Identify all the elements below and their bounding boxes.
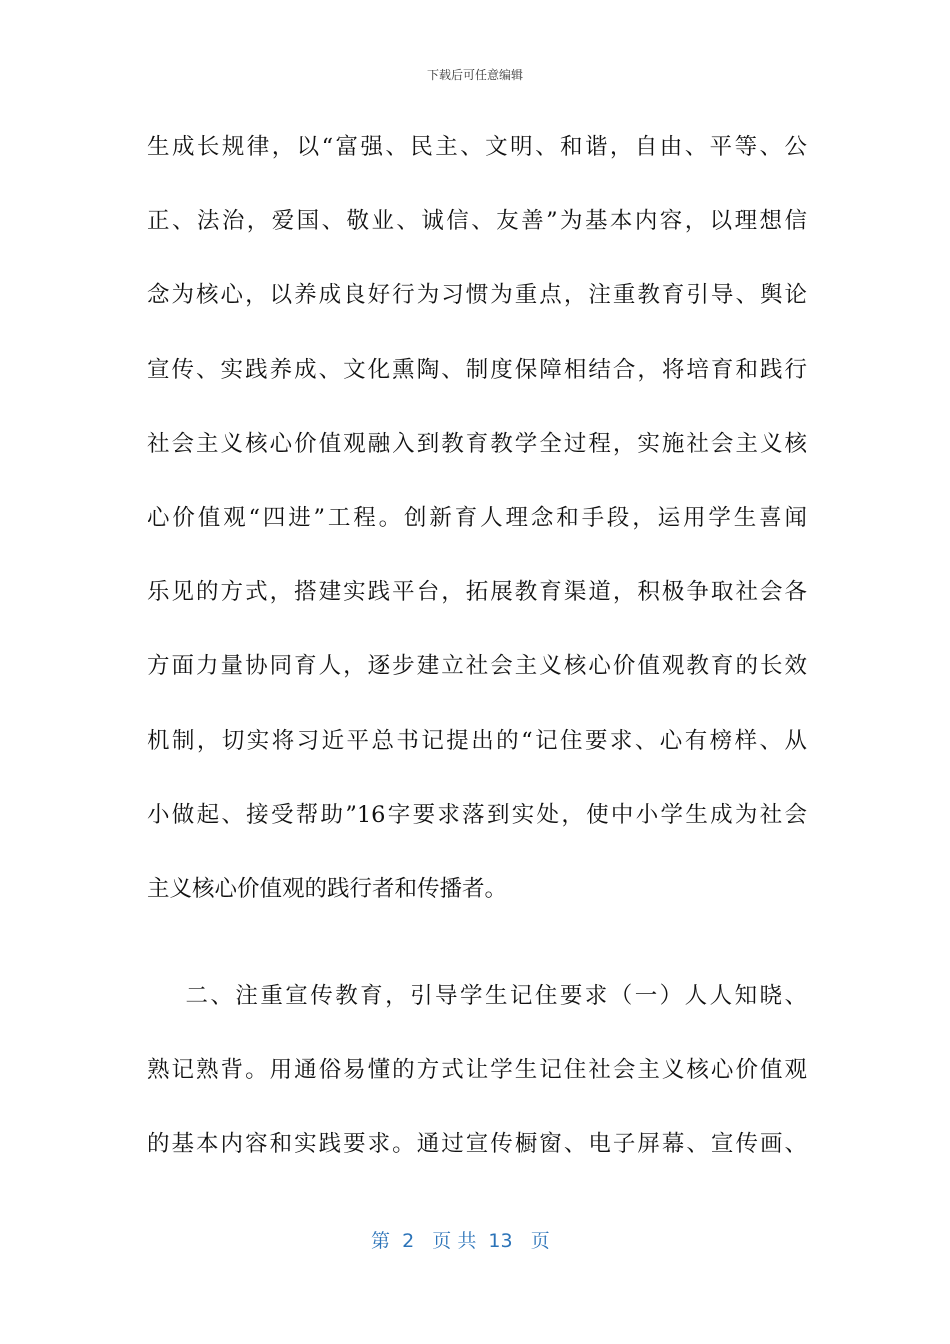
paragraph-gap [147,943,807,976]
text-line: 正、法治，爱国、敬业、诚信、友善”为基本内容，以理想信 [147,208,807,235]
text-line: 机制，切实将习近平总书记提出的“记住要求、心有榜样、从 [147,727,807,754]
text-line: 的基本内容和实践要求。通过宣传橱窗、电子屏幕、宣传画、 [147,1131,807,1158]
text-line: 宣传、实践养成、文化熏陶、制度保障相结合，将培育和践行 [147,356,807,383]
text-line: 熟记熟背。用通俗易懂的方式让学生记住社会主义核心价值观 [147,1057,807,1084]
text-line: 念为核心，以养成良好行为习惯为重点，注重教育引导、舆论 [147,282,807,309]
document-body [147,127,807,1199]
page-number-footer: 第 2 页 共 13 页 [371,1230,550,1252]
text-line: 生成长规律，以“富强、民主、文明、和谐，自由、平等、公 [147,134,807,160]
text-line: 方面力量协同育人，逐步建立社会主义核心价值观教育的长效 [147,653,807,680]
text-line: 心价值观“四进”工程。创新育人理念和手段，运用学生喜闻 [147,504,807,531]
text-line: 乐见的方式，搭建实践平台，拓展教育渠道，积极争取社会各 [147,579,807,606]
text-line-last: 主义核心价值观的践行者和传播者。 [147,875,508,902]
section-heading-line: 二、注重宣传教育，引导学生记住要求（一）人人知晓、 [147,983,807,1010]
text-line: 社会主义核心价值观融入到教育教学全过程，实施社会主义核 [147,430,807,457]
text-line: 小做起、接受帮助”16字要求落到实处，使中小学生成为社会 [147,801,807,828]
page-header: 下载后可任意编辑 [426,68,523,82]
